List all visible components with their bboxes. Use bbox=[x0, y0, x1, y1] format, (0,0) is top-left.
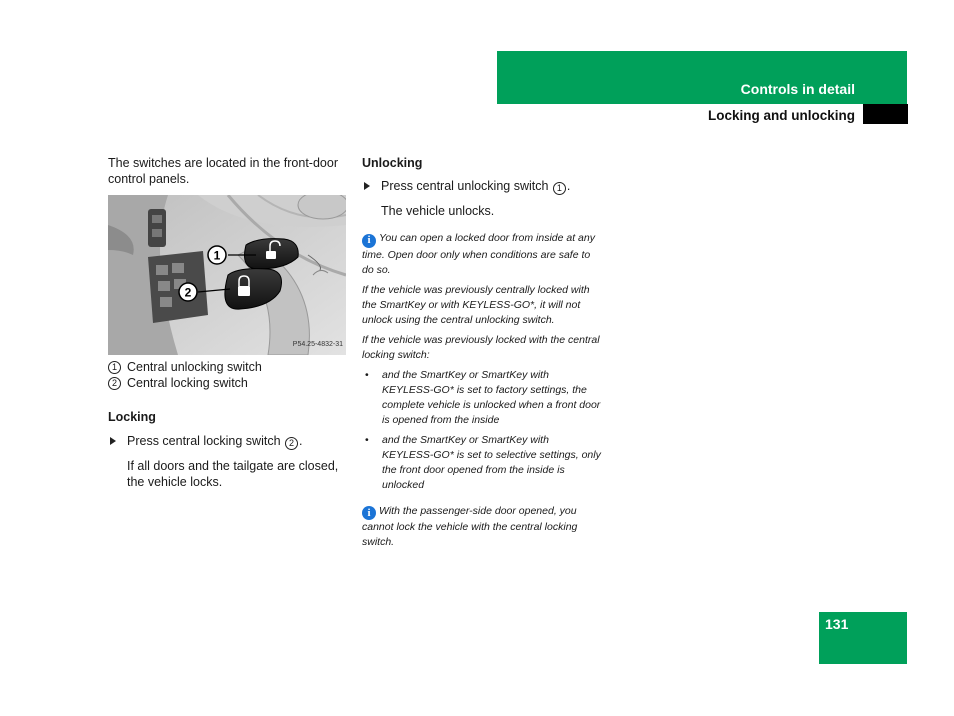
unlocking-result: The vehicle unlocks. bbox=[381, 204, 495, 218]
legend-item bbox=[108, 359, 348, 375]
bullet-icon: • bbox=[365, 433, 369, 446]
number-1-icon: 1 bbox=[553, 182, 566, 195]
list-item-text: and the SmartKey or SmartKey with KEYLESS-GO* is set to selective settings, only the front door opened from the inside is unlocked bbox=[382, 433, 601, 491]
legend-text: Central unlocking switch bbox=[127, 360, 262, 374]
note-paragraph-1: If the vehicle was previously centrally locked with the SmartKey or with KEYLESS-GO*, it will not unlock using the central unlocking switch. bbox=[362, 283, 590, 326]
number-2-icon: 2 bbox=[285, 437, 298, 450]
unlocking-heading: Unlocking bbox=[362, 156, 423, 170]
unlocking-step-text: Press central unlocking switch bbox=[381, 179, 549, 193]
callout-2-label: 2 bbox=[184, 285, 192, 300]
callout-1-label: 1 bbox=[213, 248, 221, 263]
legend-item bbox=[108, 375, 348, 391]
note-paragraph-2: If the vehicle was previously locked with the central locking switch: bbox=[362, 333, 600, 361]
info-icon: i bbox=[362, 234, 376, 248]
unlocking-step bbox=[362, 178, 602, 195]
list-item bbox=[362, 433, 602, 493]
step-period: . bbox=[566, 179, 571, 193]
info-note-2 bbox=[362, 504, 602, 551]
bullet-list bbox=[362, 368, 602, 493]
locking-step-text: Press central locking switch bbox=[127, 434, 281, 448]
page-number: 131 bbox=[825, 616, 849, 632]
info-note-1 bbox=[362, 231, 602, 278]
door-switch-figure bbox=[108, 195, 346, 355]
page-number-box bbox=[819, 612, 907, 664]
list-item-text: and the SmartKey or SmartKey with KEYLESS-GO* is set to factory settings, the complete vehicle is unlocked when a front door is opened from the inside bbox=[382, 368, 601, 426]
list-item bbox=[362, 368, 602, 428]
bullet-icon: • bbox=[365, 368, 369, 381]
locking-step bbox=[108, 433, 348, 450]
right-column bbox=[362, 155, 602, 550]
info-note-1-text: You can open a locked door from inside at any time. Open door only when conditions are safe to do so. bbox=[362, 232, 595, 276]
step-arrow-icon bbox=[110, 437, 116, 445]
door-panel-illustration bbox=[108, 195, 346, 355]
info-icon: i bbox=[362, 506, 376, 520]
chapter-title: Controls in detail bbox=[740, 81, 855, 97]
section-tab-marker bbox=[863, 104, 908, 124]
chapter-header-band bbox=[497, 51, 907, 104]
legend-text: Central locking switch bbox=[127, 376, 248, 390]
step-arrow-icon bbox=[364, 182, 370, 190]
info-note-2-text: With the passenger-side door opened, you cannot lock the vehicle with the central locking switch. bbox=[362, 504, 578, 548]
number-1-icon: 1 bbox=[108, 361, 121, 374]
section-title: Locking and unlocking bbox=[707, 108, 855, 123]
left-column bbox=[108, 155, 348, 490]
figure-code: P54.25-4832-31 bbox=[292, 341, 343, 348]
locking-result: If all doors and the tailgate are closed, the vehicle locks. bbox=[127, 459, 339, 489]
figure-legend bbox=[108, 359, 348, 391]
number-2-icon: 2 bbox=[108, 377, 121, 390]
step-period: . bbox=[299, 434, 303, 448]
intro-text: The switches are located in the front-door control panels. bbox=[108, 156, 338, 186]
locking-heading: Locking bbox=[108, 410, 156, 424]
